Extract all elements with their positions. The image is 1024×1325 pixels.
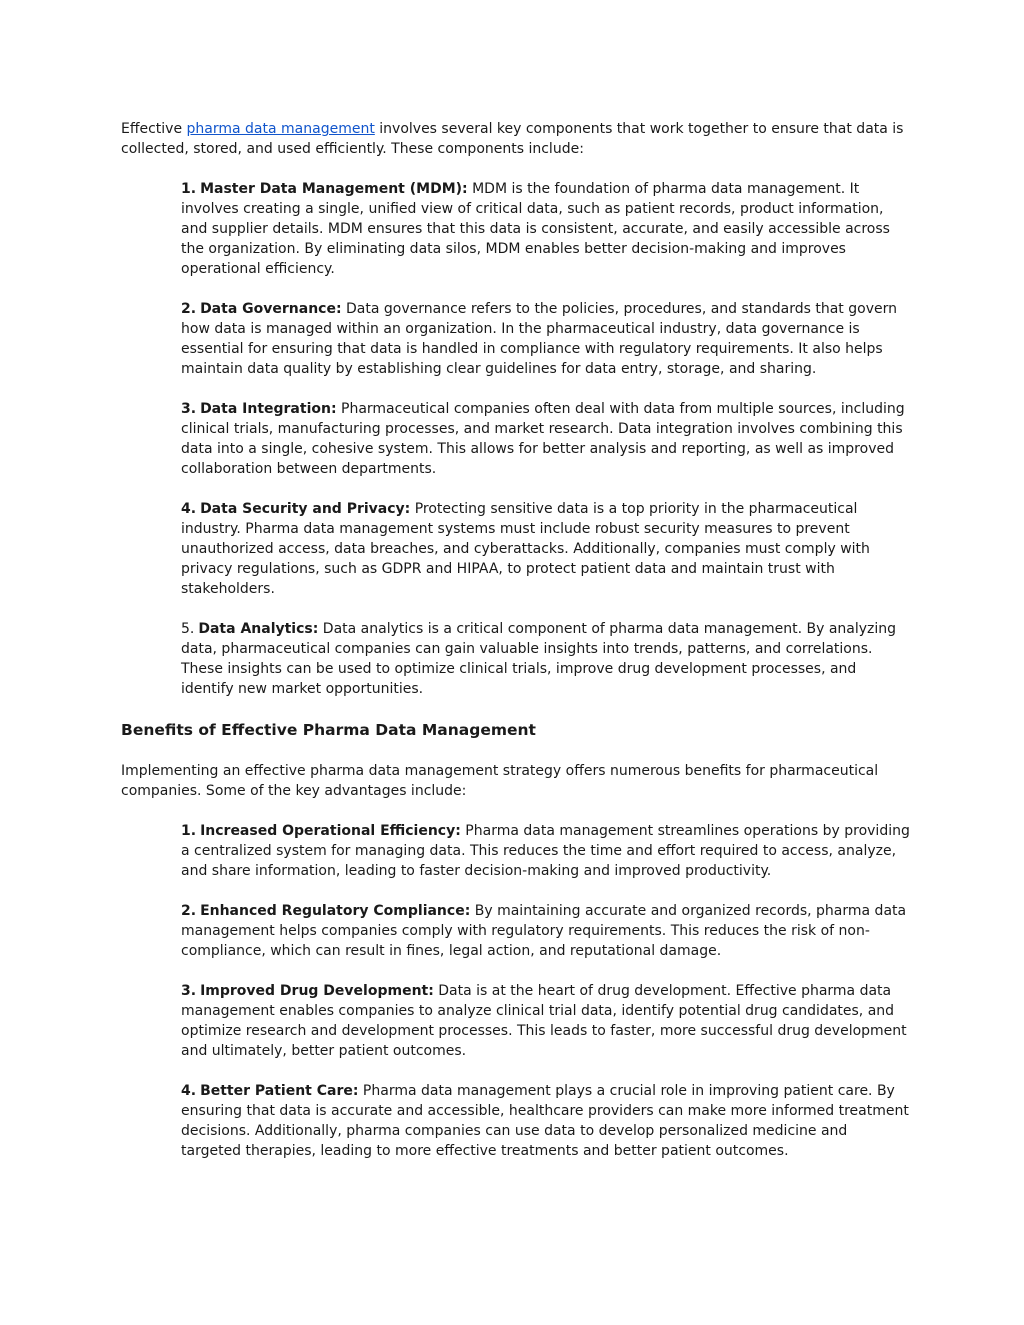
list-term: Master Data Management (MDM):: [200, 181, 468, 197]
list-number: 3.: [181, 983, 197, 999]
list-term: Data Security and Privacy:: [200, 501, 411, 517]
benefits-heading: Benefits of Effective Pharma Data Management: [121, 721, 536, 739]
intro-text-after: involves several key components that work together to ensure that data is collected, stored, and used efficiently. These components include:: [121, 121, 904, 157]
list-text: MDM is the foundation of pharma data management. It involves creating a single, unified view of critical data, such as patient records, product information, and supplier details. MDM ensures that this data is consistent, accurate, and easily accessible across the organization. By eliminating data silos, MDM enables better decision-making and improves operational efficiency.: [181, 181, 890, 277]
list-text: Data governance refers to the policies, procedures, and standards that govern how data is managed within an organization. In the pharmaceutical industry, data governance is essential for ensuring that data is handled in compliance with regulatory requirements. It also helps maintain data quality by establishing clear guidelines for data entry, storage, and sharing.: [181, 301, 897, 377]
list-item: [181, 179, 911, 279]
components-list: [121, 179, 911, 699]
list-number: 2.: [181, 301, 197, 317]
list-item: [181, 299, 911, 379]
list-item: [181, 499, 911, 599]
list-item: [181, 1081, 911, 1161]
list-number: 5.: [181, 621, 195, 637]
list-term: Improved Drug Development:: [200, 983, 434, 999]
list-term: Data Analytics:: [198, 621, 319, 637]
list-text: By maintaining accurate and organized records, pharma data management helps companies comply with regulatory requirements. This reduces the risk of non-compliance, which can result in fines, legal action, and reputational damage.: [181, 903, 907, 959]
list-item: [181, 821, 911, 881]
list-text: Pharma data management plays a crucial role in improving patient care. By ensuring that data is accurate and accessible, healthcare providers can make more informed treatment decisions. Additionally, pharma companies can use data to develop personalized medicine and targeted therapies, leading to more effective treatments and better patient outcomes.: [181, 1083, 909, 1159]
list-item: [181, 981, 911, 1061]
list-text: Data is at the heart of drug development. Effective pharma data management enables companies to analyze clinical trial data, identify potential drug candidates, and optimize research and development processes. This leads to faster, more successful drug development and ultimately, better patient outcomes.: [181, 983, 907, 1059]
list-item: [181, 399, 911, 479]
benefits-intro-paragraph: Implementing an effective pharma data management strategy offers numerous benefits for pharmaceutical companies. Some of the key advantages include:: [121, 763, 879, 799]
list-term: Better Patient Care:: [200, 1083, 359, 1099]
list-text: Pharma data management streamlines operations by providing a centralized system for managing data. This reduces the time and effort required to access, analyze, and share information, leading to faster decision-making and improved productivity.: [181, 823, 910, 879]
list-number: 3.: [181, 401, 197, 417]
list-number: 2.: [181, 903, 197, 919]
intro-paragraph: [121, 119, 911, 159]
list-item: [181, 901, 911, 961]
pharma-data-management-link[interactable]: pharma data management: [186, 121, 375, 137]
list-number: 4.: [181, 1083, 197, 1099]
list-item: [181, 619, 911, 699]
list-number: 1.: [181, 181, 197, 197]
list-text: Protecting sensitive data is a top priority in the pharmaceutical industry. Pharma data management systems must include robust security measures to prevent unauthorized access, data breaches, and cyberattacks. Additionally, companies must comply with privacy regulations, such as GDPR and HIPAA, to protect patient data and maintain trust with stakeholders.: [181, 501, 870, 597]
list-number: 4.: [181, 501, 197, 517]
intro-text-before: Effective: [121, 121, 187, 137]
list-number: 1.: [181, 823, 197, 839]
list-text: Data analytics is a critical component of pharma data management. By analyzing data, pharmaceutical companies can gain valuable insights into trends, patterns, and correlations. These insights can be used to optimize clinical trials, improve drug development processes, and identify new market opportunities.: [181, 621, 897, 697]
list-term: Data Governance:: [200, 301, 342, 317]
list-term: Data Integration:: [200, 401, 337, 417]
list-text: Pharmaceutical companies often deal with data from multiple sources, including clinical trials, manufacturing processes, and market research. Data integration involves combining this data into a single, cohesive system. This allows for better analysis and reporting, as well as improved collaboration between departments.: [181, 401, 905, 477]
benefits-list: [121, 821, 911, 1161]
document-page: [121, 119, 911, 1161]
list-term: Enhanced Regulatory Compliance:: [200, 903, 471, 919]
list-term: Increased Operational Efficiency:: [200, 823, 461, 839]
